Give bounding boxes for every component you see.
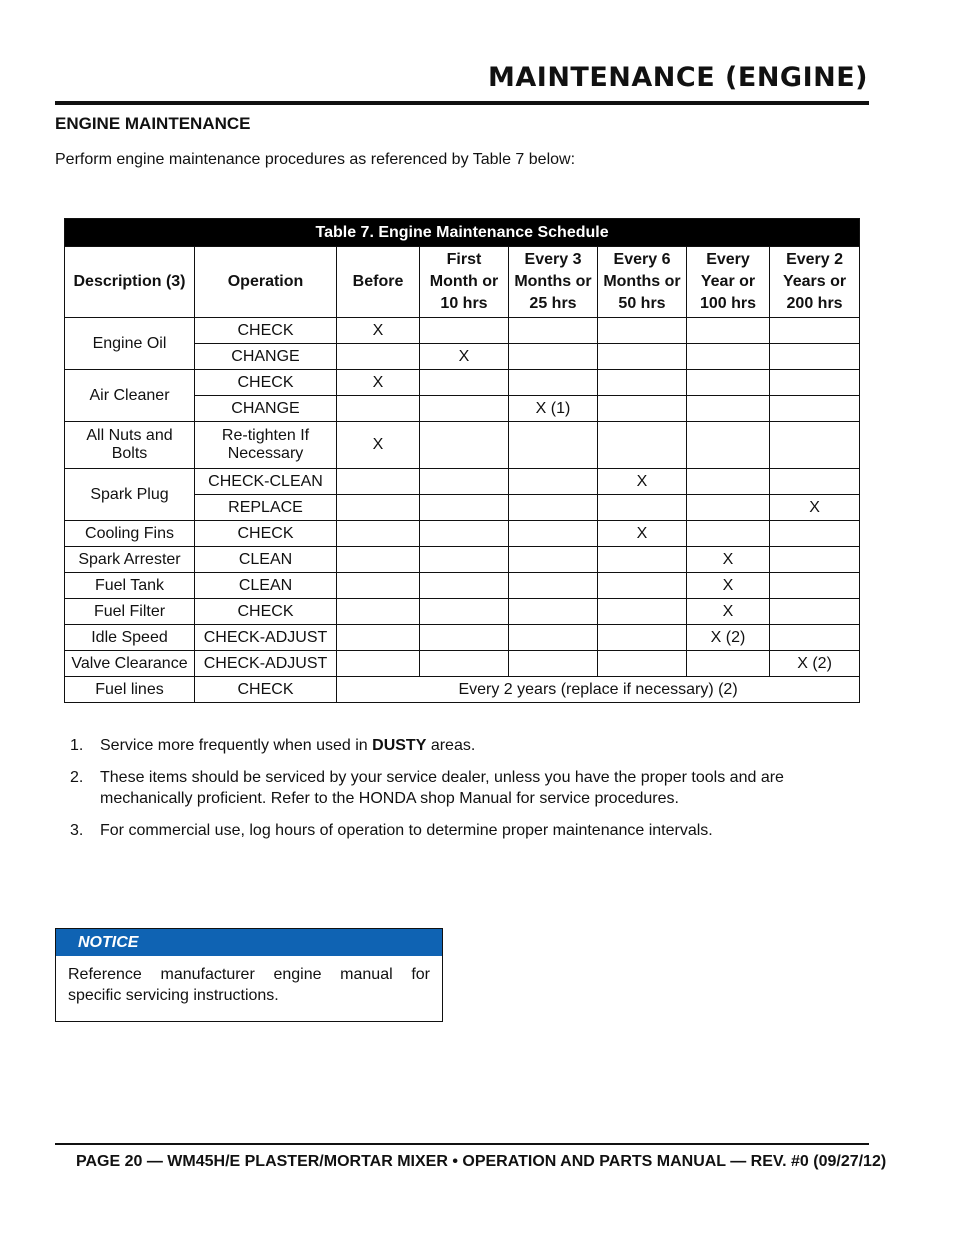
table-row — [65, 318, 860, 344]
cell-every-2-years: X (2) — [770, 651, 860, 677]
row-description: Spark Plug — [65, 469, 195, 521]
page-title: MAINTENANCE (ENGINE) — [488, 62, 868, 93]
row-description: Fuel lines — [65, 677, 195, 703]
cell-every-3-months: X (1) — [509, 396, 598, 422]
header-every-year: Every Year or 100 hrs — [687, 247, 770, 318]
row-operation: CHANGE — [195, 344, 337, 370]
cell-every-6-months: X — [598, 521, 687, 547]
table-row — [65, 651, 860, 677]
row-description: Fuel Tank — [65, 573, 195, 599]
cell-before: X — [337, 318, 420, 344]
table-header-row — [65, 247, 860, 318]
row-operation: CHECK — [195, 677, 337, 703]
footnotes — [70, 735, 860, 852]
row-operation: CHECK — [195, 370, 337, 396]
header-every-6-months: Every 6 Months or 50 hrs — [598, 247, 687, 318]
header-before: Before — [337, 247, 420, 318]
table-row — [65, 521, 860, 547]
footnote-item: 1. Service more frequently when used in DUSTY areas. — [70, 737, 476, 754]
page-footer: PAGE 20 — WM45H/E PLASTER/MORTAR MIXER • OPERATION AND PARTS MANUAL — REV. #0 (09/27/12) — [76, 1153, 887, 1170]
header-description: Description (3) — [65, 247, 195, 318]
table-row — [65, 469, 860, 495]
notice-label: NOTICE — [56, 929, 442, 956]
row-operation: Re-tighten If Necessary — [195, 422, 337, 469]
table-row — [65, 422, 860, 469]
cell-every-2-years: X — [770, 495, 860, 521]
row-operation: CHECK — [195, 521, 337, 547]
row-description: All Nuts and Bolts — [65, 422, 195, 469]
cell-first-month: X — [420, 344, 509, 370]
row-description: Spark Arrester — [65, 547, 195, 573]
row-operation: CHECK — [195, 599, 337, 625]
row-description: Air Cleaner — [65, 370, 195, 422]
table-row — [65, 625, 860, 651]
table-row — [65, 599, 860, 625]
header-every-2-years: Every 2 Years or 200 hrs — [770, 247, 860, 318]
row-operation: CHECK-ADJUST — [195, 625, 337, 651]
row-operation: REPLACE — [195, 495, 337, 521]
row-operation: CLEAN — [195, 547, 337, 573]
row-description: Idle Speed — [65, 625, 195, 651]
notice-box — [55, 928, 443, 1022]
row-description: Engine Oil — [65, 318, 195, 370]
cell-before: X — [337, 422, 420, 469]
header-first-month: First Month or 10 hrs — [420, 247, 509, 318]
section-heading: ENGINE MAINTENANCE — [55, 114, 251, 133]
table-row — [65, 547, 860, 573]
row-description: Valve Clearance — [65, 651, 195, 677]
table-row — [65, 370, 860, 396]
maintenance-schedule-table — [64, 218, 860, 703]
title-rule — [55, 101, 869, 105]
row-description: Cooling Fins — [65, 521, 195, 547]
footnote-item: 2. These items should be serviced by your service dealer, unless you have the proper tools and are mechanically proficient. Refer to the HONDA shop Manual for service procedures. — [70, 769, 784, 807]
header-operation: Operation — [195, 247, 337, 318]
cell-every-6-months: X — [598, 469, 687, 495]
row-operation: CLEAN — [195, 573, 337, 599]
row-operation: CHECK — [195, 318, 337, 344]
row-operation: CHANGE — [195, 396, 337, 422]
table-row — [65, 677, 860, 703]
header-every-3-months: Every 3 Months or 25 hrs — [509, 247, 598, 318]
row-operation: CHECK-ADJUST — [195, 651, 337, 677]
cell-before: X — [337, 370, 420, 396]
footnote-item: 3. For commercial use, log hours of operation to determine proper maintenance intervals. — [70, 822, 713, 839]
cell-span-interval: Every 2 years (replace if necessary) (2) — [337, 677, 860, 703]
table-row — [65, 573, 860, 599]
cell-every-year: X — [687, 547, 770, 573]
intro-text: Perform engine maintenance procedures as referenced by Table 7 below: — [55, 151, 576, 168]
row-description: Fuel Filter — [65, 599, 195, 625]
table-caption: Table 7. Engine Maintenance Schedule — [65, 219, 860, 247]
cell-every-year: X (2) — [687, 625, 770, 651]
cell-every-year: X — [687, 573, 770, 599]
cell-every-year: X — [687, 599, 770, 625]
notice-text: Reference manufacturer engine manual for specific servicing instructions. — [68, 966, 430, 1004]
row-operation: CHECK-CLEAN — [195, 469, 337, 495]
footer-rule — [55, 1143, 869, 1145]
